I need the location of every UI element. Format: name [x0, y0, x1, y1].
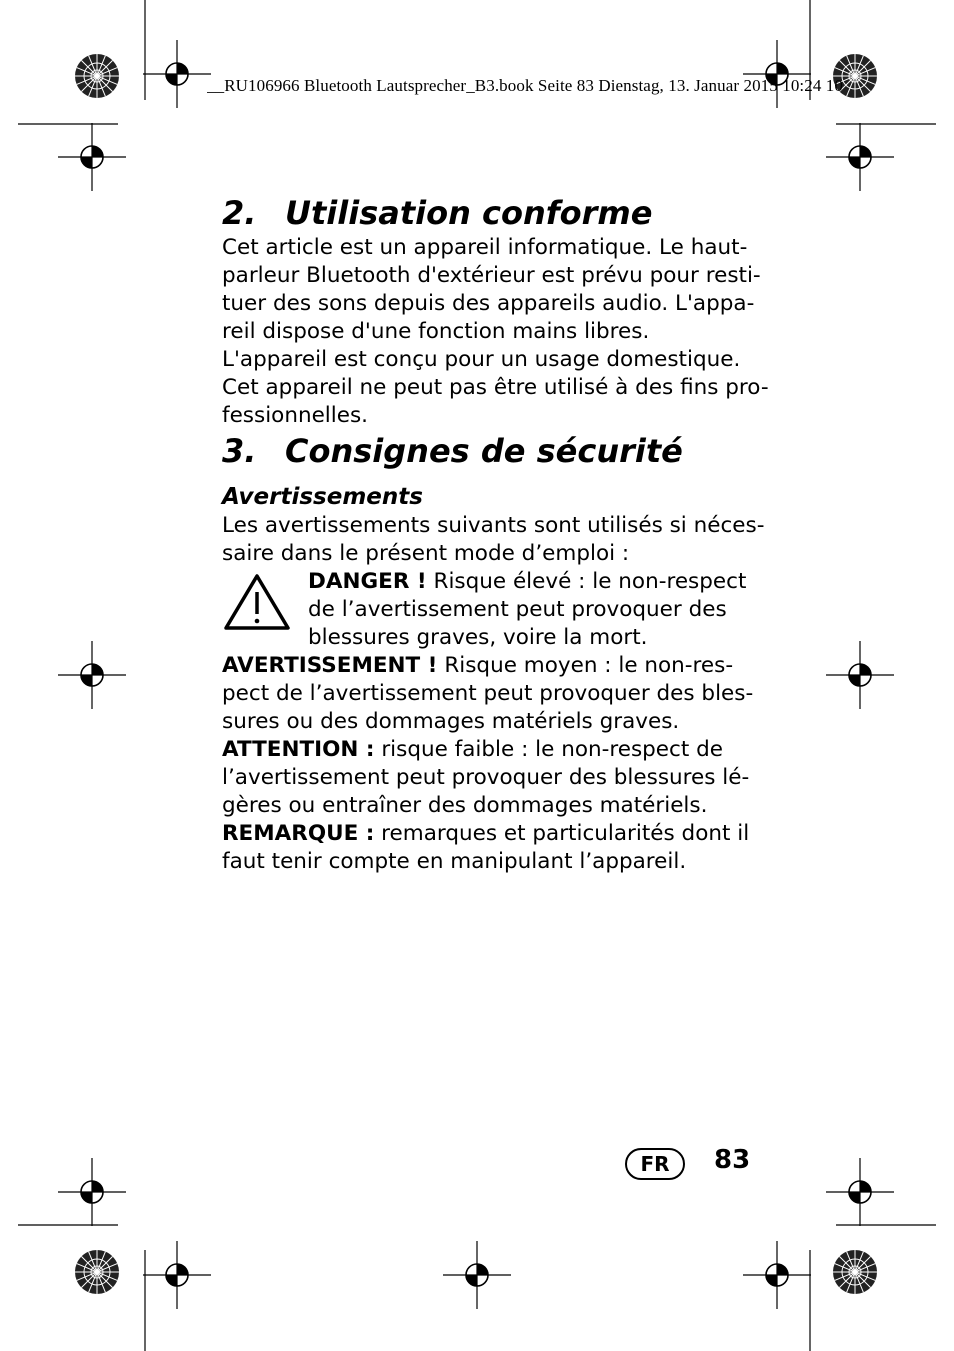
text-line: fessionnelles.	[222, 403, 369, 428]
warning-triangle-icon	[222, 572, 292, 632]
remarque-notice	[222, 820, 762, 876]
text-line: Les avertissements suivants sont utilisés si néces-	[222, 513, 765, 538]
section-title: Utilisation conforme	[285, 194, 653, 232]
attention-line	[222, 736, 762, 764]
remarque-text: remarques et particularités dont il	[374, 821, 750, 846]
text-line: reil dispose d'une fonction mains libres.	[222, 319, 650, 344]
intro-paragraph	[222, 512, 765, 568]
registration-mark-icon	[743, 40, 811, 108]
registration-mark-icon	[743, 1241, 811, 1309]
text-line: tuer des sons depuis des appareils audio. L'appa-	[222, 291, 755, 316]
text-line: l’avertissement peut provoquer des blessures lé-	[222, 765, 750, 790]
danger-text: Risque élevé : le non-respect	[426, 569, 747, 594]
attention-text: risque faible : le non-respect de	[374, 737, 723, 762]
text-line: parleur Bluetooth d'extérieur est prévu pour resti-	[222, 263, 761, 288]
text-line: sures ou des dommages matériels graves.	[222, 709, 680, 734]
section-2-heading	[222, 192, 762, 234]
remarque-line	[222, 820, 762, 848]
main-content	[222, 192, 769, 876]
avertissement-text: Risque moyen : le non-res-	[437, 653, 734, 678]
registration-mark-icon	[443, 1241, 511, 1309]
danger-label: DANGER !	[308, 569, 427, 594]
language-badge: FR	[625, 1148, 685, 1180]
avertissement-notice	[222, 652, 762, 736]
registration-mark-icon	[58, 641, 126, 709]
section-number: 2.	[222, 194, 257, 232]
attention-label: ATTENTION :	[222, 737, 375, 762]
section-number: 3.	[222, 432, 257, 470]
text-line: gères ou entraîner des dommages matériels.	[222, 793, 708, 818]
page-number: 83	[714, 1145, 751, 1175]
registration-mark-icon	[143, 40, 211, 108]
avertissement-line	[222, 652, 762, 680]
avertissement-label: AVERTISSEMENT !	[222, 653, 438, 678]
registration-mark-icon	[826, 1158, 894, 1226]
section-2-paragraph	[222, 234, 769, 430]
registration-mark-icon	[826, 641, 894, 709]
print-header: __RU106966 Bluetooth Lautsprecher_B3.book Seite 83 Dienstag, 13. Januar 2015 10:24 10	[207, 76, 843, 95]
attention-notice	[222, 736, 762, 820]
color-bar-target-icon	[833, 1250, 877, 1294]
registration-mark-icon	[58, 123, 126, 191]
danger-line	[308, 568, 762, 596]
color-bar-target-icon	[75, 1250, 119, 1294]
section-title: Consignes de sécurité	[285, 432, 683, 470]
text-line: Cet appareil ne peut pas être utilisé à des fins pro-	[222, 375, 769, 400]
section-3-heading	[222, 430, 762, 472]
registration-mark-icon	[58, 1158, 126, 1226]
subsection-heading: Avertissements	[222, 484, 423, 510]
color-bar-target-icon	[75, 54, 119, 98]
registration-mark-icon	[826, 123, 894, 191]
text-line: pect de l’avertissement peut provoquer des bles-	[222, 681, 754, 706]
remarque-label: REMARQUE :	[222, 821, 375, 846]
text-line: faut tenir compte en manipulant l’appareil.	[222, 849, 687, 874]
text-line: blessures graves, voire la mort.	[308, 625, 648, 650]
text-line: Cet article est un appareil informatique. Le haut-	[222, 235, 748, 260]
text-line: de l’avertissement peut provoquer des	[308, 597, 727, 622]
text-line: saire dans le présent mode d’emploi :	[222, 541, 630, 566]
text-line: L'appareil est conçu pour un usage domestique.	[222, 347, 741, 372]
danger-notice	[222, 568, 762, 652]
registration-mark-icon	[143, 1241, 211, 1309]
